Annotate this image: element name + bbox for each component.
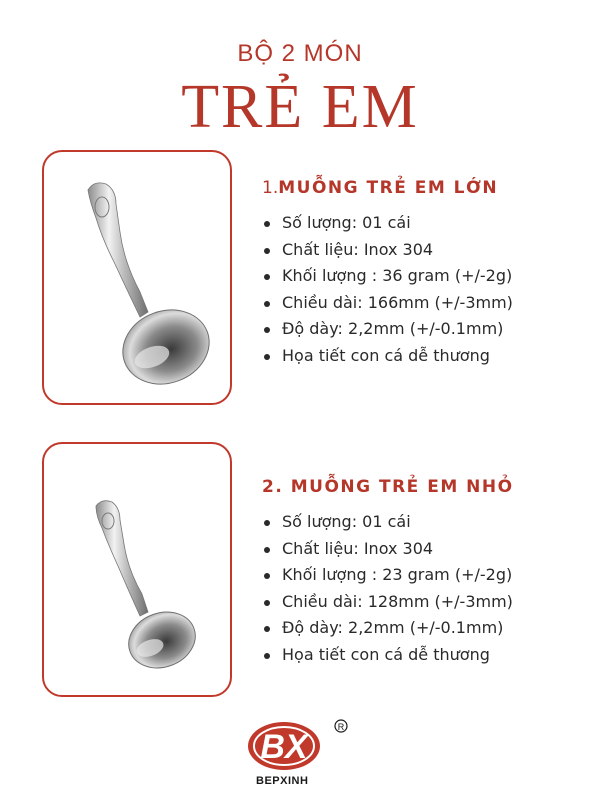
spec-item: Họa tiết con cá dễ thương (262, 642, 513, 669)
product-number: 2. (262, 477, 284, 497)
spec-item: Độ dày: 2,2mm (+/-0.1mm) (262, 615, 513, 642)
spec-list-small (262, 509, 513, 668)
page-subtitle: BỘ 2 MÓN (237, 40, 363, 67)
spec-item: Khối lượng : 23 gram (+/-2g) (262, 562, 513, 589)
spec-item: Chất liệu: Inox 304 (262, 536, 513, 563)
large-spoon-icon (44, 152, 234, 407)
product-image-card-small (42, 442, 232, 697)
spec-item: Số lượng: 01 cái (262, 210, 513, 237)
spec-item: Khối lượng : 36 gram (+/-2g) (262, 263, 513, 290)
brand-logo (240, 714, 360, 789)
product-image-card-large (42, 150, 232, 405)
spec-item: Chiều dài: 166mm (+/-3mm) (262, 290, 513, 317)
product-title-large (262, 178, 498, 198)
product-number: 1. (262, 178, 279, 198)
product-name: MUỖNG TRẺ EM LỚN (278, 178, 499, 198)
spec-item: Số lượng: 01 cái (262, 509, 513, 536)
spec-item: Chất liệu: Inox 304 (262, 237, 513, 264)
spec-item: Chiều dài: 128mm (+/-3mm) (262, 589, 513, 616)
spec-item: Họa tiết con cá dễ thương (262, 343, 513, 370)
brand-name: BEPXINH (256, 775, 309, 787)
page-title: TRẺ EM (181, 73, 419, 141)
spec-list-large (262, 210, 513, 369)
product-title-small (262, 477, 514, 497)
logo-mark: BX (260, 728, 308, 766)
bx-logo-icon (240, 714, 360, 776)
registered-mark: R (337, 722, 345, 732)
product-name: MUỖNG TRẺ EM NHỎ (290, 477, 514, 497)
spec-item: Độ dày: 2,2mm (+/-0.1mm) (262, 316, 513, 343)
small-spoon-icon (44, 444, 234, 699)
